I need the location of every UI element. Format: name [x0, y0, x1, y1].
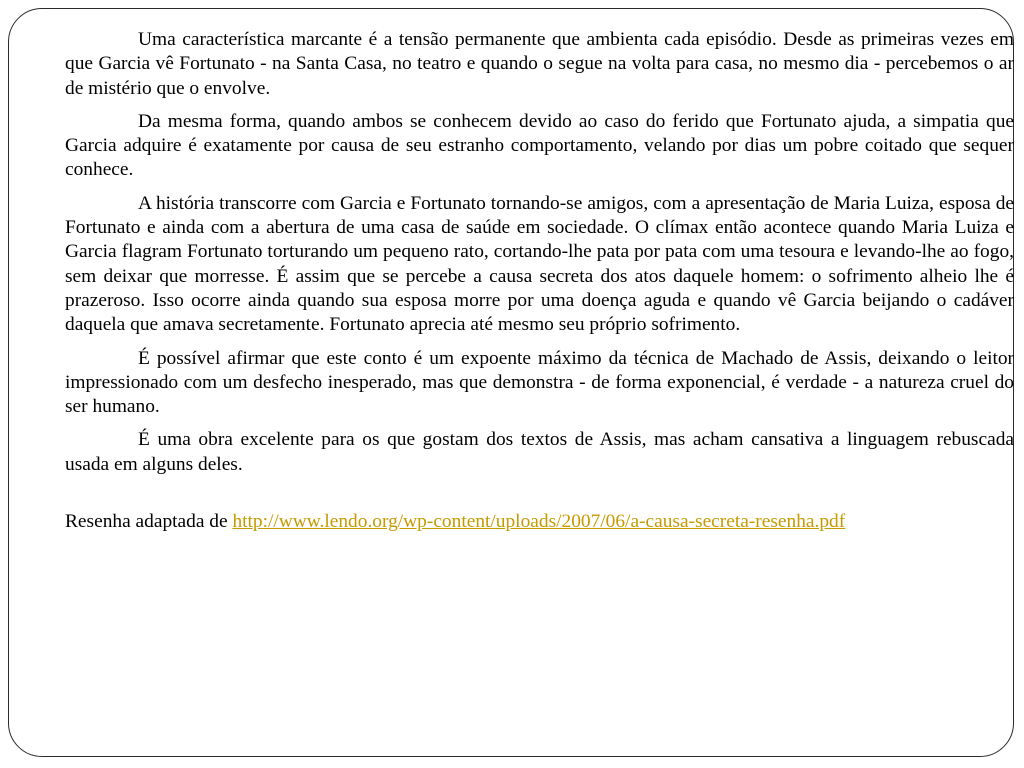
- source-link[interactable]: http://www.lendo.org/wp-content/uploads/2007/06/a-causa-secreta-resenha.pdf: [232, 511, 846, 533]
- source-line: [65, 510, 1014, 534]
- paragraph-2: Da mesma forma, quando ambos se conhecem devido ao caso do ferido que Fortunato ajuda, a simpatia que Garcia adquire é exatamente por causa de seu estranho comportamento, velando por dias um pobre coitado que sequer conhece.: [65, 110, 1014, 181]
- slide-body: [65, 28, 1014, 543]
- source-prefix: Resenha adaptada de: [65, 511, 233, 533]
- paragraph-4: É possível afirmar que este conto é um expoente máximo da técnica de Machado de Assis, deixando o leitor impressionado com um desfecho inesperado, mas que demonstra - de forma exponencial, é verdade - a natureza cruel do ser humano.: [65, 347, 1014, 418]
- paragraph-1: Uma característica marcante é a tensão permanente que ambienta cada episódio. Desde as primeiras vezes em que Garcia vê Fortunato - na Santa Casa, no teatro e quando o segue na volta para casa, no mesmo dia - percebemos o ar de mistério que o envolve.: [65, 29, 1014, 99]
- paragraph-3: A história transcorre com Garcia e Fortunato tornando-se amigos, com a apresentação de Maria Luiza, esposa de Fortunato e ainda com a abertura de uma casa de saúde em sociedade. O clímax então acontece quando Maria Luiza e Garcia flagram Fortunato torturando um pequeno rato, cortando-lhe pata por pata com uma tesoura e levando-lhe ao fogo, sem deixar que morresse. É assim que se percebe a causa secreta dos atos daquele homem: o sofrimento alheio lhe é prazeroso. Isso ocorre ainda quando sua esposa morre por uma doença aguda e quando vê Garcia beijando o cadáver daquela que amava secretamente. Fortunato aprecia até mesmo seu próprio sofrimento.: [65, 192, 1014, 336]
- paragraph-5: É uma obra excelente para os que gostam dos textos de Assis, mas acham cansativa a linguagem rebuscada usada em alguns deles.: [65, 429, 1014, 475]
